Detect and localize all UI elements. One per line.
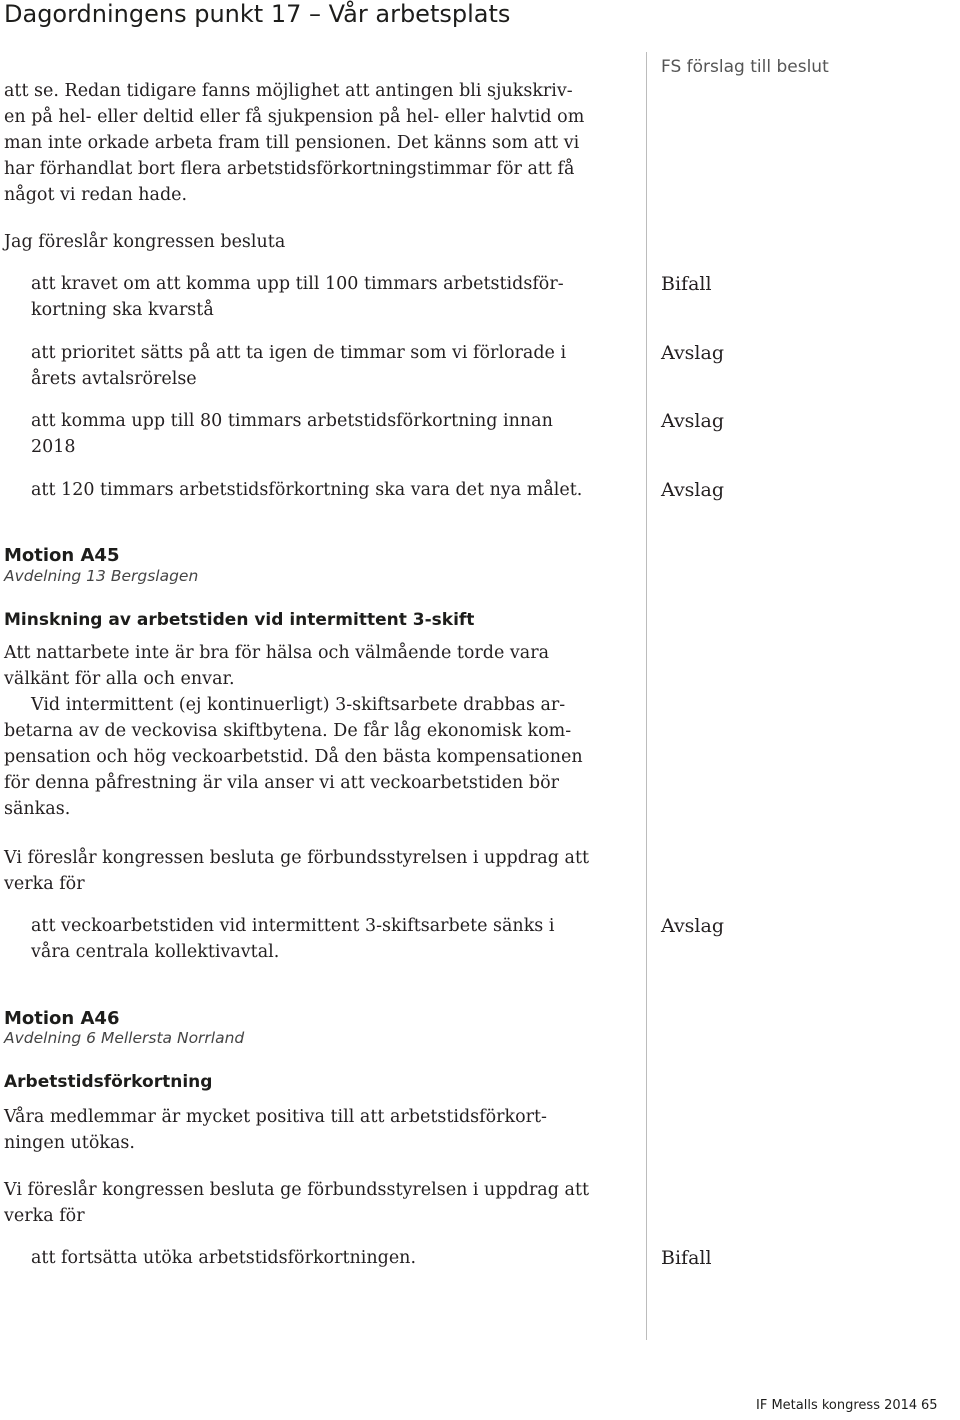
intro-line: att se. Redan tidigare fanns möjlighet att antingen bli sjukskriv- bbox=[4, 81, 573, 101]
motion-proposal-line: verka för bbox=[4, 1206, 85, 1226]
motion-proposal-line: verka för bbox=[4, 874, 85, 894]
decision-avslag: Avslag bbox=[661, 479, 725, 501]
proposal-item bbox=[31, 913, 554, 965]
motion-body-line: ningen utökas. bbox=[4, 1133, 135, 1153]
proposal-item bbox=[31, 477, 582, 503]
proposal-item-line: att komma upp till 80 timmars arbetstidsförkortning innan bbox=[31, 411, 553, 431]
motion-body-line: Att nattarbete inte är bra för hälsa och välmående torde vara bbox=[4, 643, 550, 663]
decision-avslag: Avslag bbox=[661, 915, 725, 937]
proposal-intro: Jag föreslår kongressen besluta bbox=[4, 232, 286, 252]
motion-proposal bbox=[4, 845, 589, 897]
decision-bifall: Bifall bbox=[661, 1247, 712, 1269]
motion-subject: Minskning av arbetstiden vid intermittent 3-skift bbox=[4, 610, 475, 630]
motion-title: Motion A45 bbox=[4, 545, 120, 566]
proposal-item bbox=[31, 408, 553, 460]
proposal-item bbox=[31, 271, 564, 323]
proposal-item-line: att fortsätta utöka arbetstidsförkortningen. bbox=[31, 1248, 417, 1268]
decision-avslag: Avslag bbox=[661, 410, 725, 432]
proposal-item-line: att 120 timmars arbetstidsförkortning ska vara det nya målet. bbox=[31, 480, 583, 500]
motion-proposal bbox=[4, 1177, 589, 1229]
motion-body-line: sänkas. bbox=[4, 799, 71, 819]
footer-page-number: 65 bbox=[921, 1398, 938, 1413]
decision-bifall: Bifall bbox=[661, 273, 712, 295]
proposal-item-line: att veckoarbetstiden vid intermittent 3-skiftsarbete sänks i bbox=[31, 916, 555, 936]
intro-line: har förhandlat bort flera arbetstidsförkortningstimmar för att få bbox=[4, 159, 575, 179]
intro-line: man inte orkade arbeta fram till pensionen. Det känns som att vi bbox=[4, 133, 580, 153]
intro-paragraph bbox=[4, 78, 584, 208]
proposal-item-line: 2018 bbox=[31, 437, 76, 457]
motion-proposal-line: Vi föreslår kongressen besluta ge förbundsstyrelsen i uppdrag att bbox=[4, 848, 590, 868]
proposal-item-line: kortning ska kvarstå bbox=[31, 300, 214, 320]
motion-body-line: för denna påfrestning är vila anser vi att veckoarbetstiden bör bbox=[4, 773, 559, 793]
motion-organization: Avdelning 6 Mellersta Norrland bbox=[4, 1029, 245, 1047]
motion-body-line: pensation och hög veckoarbetstid. Då den bästa kompensationen bbox=[4, 747, 583, 767]
intro-line: en på hel- eller deltid eller få sjukpension på hel- eller halvtid om bbox=[4, 107, 585, 127]
motion-body bbox=[4, 1104, 547, 1156]
decision-avslag: Avslag bbox=[661, 342, 725, 364]
footer-publication: IF Metalls kongress 2014 bbox=[756, 1398, 918, 1413]
proposal-item-line: att kravet om att komma upp till 100 timmars arbetstidsför- bbox=[31, 274, 564, 294]
proposal-item bbox=[31, 340, 566, 392]
motion-body bbox=[4, 640, 583, 822]
proposal-item bbox=[31, 1245, 416, 1271]
motion-body-line: betarna av de veckovisa skiftbytena. De får låg ekonomisk kom- bbox=[4, 721, 572, 741]
proposal-item-line: våra centrala kollektivavtal. bbox=[31, 942, 280, 962]
motion-body-line: välkänt för alla och envar. bbox=[4, 669, 235, 689]
column-divider bbox=[646, 52, 647, 1340]
motion-proposal-line: Vi föreslår kongressen besluta ge förbundsstyrelsen i uppdrag att bbox=[4, 1180, 590, 1200]
page-title: Dagordningens punkt 17 – Vår arbetsplats bbox=[4, 0, 511, 28]
motion-subject: Arbetstidsförkortning bbox=[4, 1072, 213, 1092]
motion-body-line: Vid intermittent (ej kontinuerligt) 3-skiftsarbete drabbas ar- bbox=[31, 695, 566, 715]
motion-body-line: Våra medlemmar är mycket positiva till att arbetstidsförkort- bbox=[4, 1107, 547, 1127]
motion-organization: Avdelning 13 Bergslagen bbox=[4, 567, 199, 585]
proposal-item-line: årets avtalsrörelse bbox=[31, 369, 197, 389]
fs-column-heading: FS förslag till beslut bbox=[661, 57, 829, 77]
intro-line: något vi redan hade. bbox=[4, 185, 188, 205]
proposal-item-line: att prioritet sätts på att ta igen de timmar som vi förlorade i bbox=[31, 343, 567, 363]
motion-title: Motion A46 bbox=[4, 1008, 120, 1029]
